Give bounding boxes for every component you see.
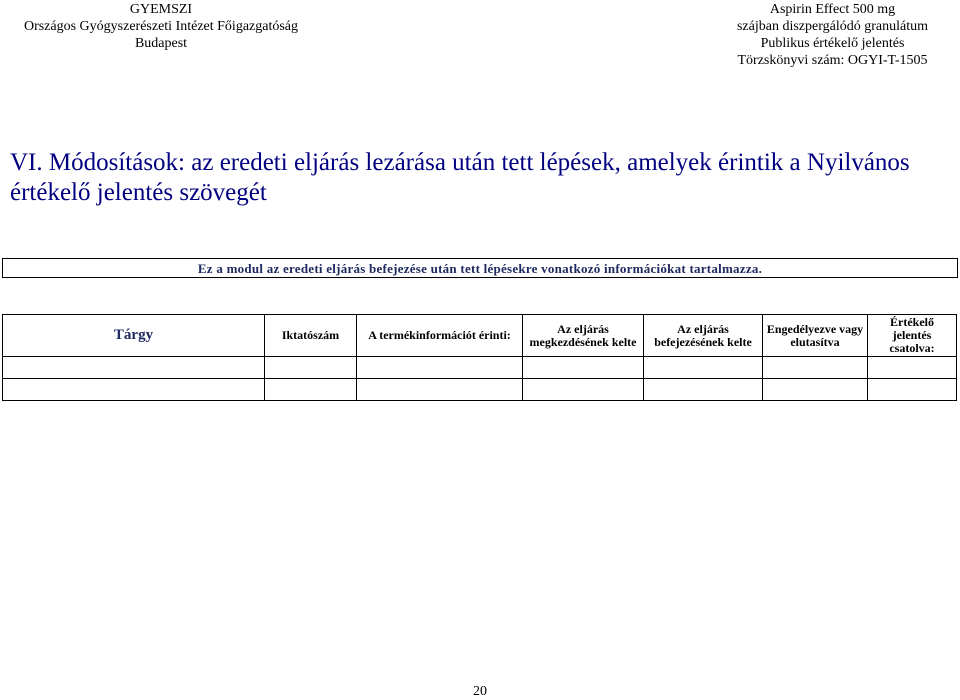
table-cell: [3, 379, 265, 401]
table-header-row: [3, 315, 957, 357]
table-cell: [644, 379, 763, 401]
institution-city: Budapest: [134, 36, 188, 51]
table-cell: [868, 357, 957, 379]
table-row: [3, 379, 957, 401]
header-left: [0, 1, 322, 52]
report-type: Publikus értékelő jelentés: [760, 36, 905, 51]
header-right: [690, 1, 960, 69]
table-cell: [763, 379, 868, 401]
header-targy: Tárgy: [3, 315, 265, 357]
module-note: Ez a modul az eredeti eljárás befejezése után tett lépésekre vonatkozó információkat tartalmazza.: [197, 261, 763, 276]
section-title: VI. Módosítások: az eredeti eljárás lezárása után tett lépések, amelyek érintik a Nyilvános értékelő jelentés szövegét: [10, 149, 910, 206]
header-engedely: Engedélyezve vagy elutasítva: [763, 315, 868, 357]
registration-number: Törzskönyvi szám: OGYI-T-1505: [737, 53, 928, 68]
institution-directorate: Országos Gyógyszerészeti Intézet Főigazgatóság: [23, 19, 299, 34]
institution-name: GYEMSZI: [129, 2, 193, 17]
product-form: szájban diszpergálódó granulátum: [736, 19, 929, 34]
table-cell: [644, 357, 763, 379]
table-cell: [763, 357, 868, 379]
header-iktatoszam: Iktatószám: [265, 315, 357, 357]
table-cell: [868, 379, 957, 401]
header-termekinfo: A termékinformációt érinti:: [357, 315, 523, 357]
table-cell: [265, 357, 357, 379]
changes-table: [2, 314, 957, 401]
header-kezdes: Az eljárás megkezdésének kelte: [523, 315, 644, 357]
page-number: 20: [473, 684, 487, 699]
table-cell: [523, 379, 644, 401]
header-befejezes: Az eljárás befejezésének kelte: [644, 315, 763, 357]
product-name: Aspirin Effect 500 mg: [769, 2, 896, 17]
table-cell: [357, 357, 523, 379]
table-cell: [523, 357, 644, 379]
table-cell: [3, 357, 265, 379]
table-row: [3, 357, 957, 379]
header-ertekelo: Értékelő jelentés csatolva:: [868, 315, 957, 357]
table-cell: [357, 379, 523, 401]
table-cell: [265, 379, 357, 401]
